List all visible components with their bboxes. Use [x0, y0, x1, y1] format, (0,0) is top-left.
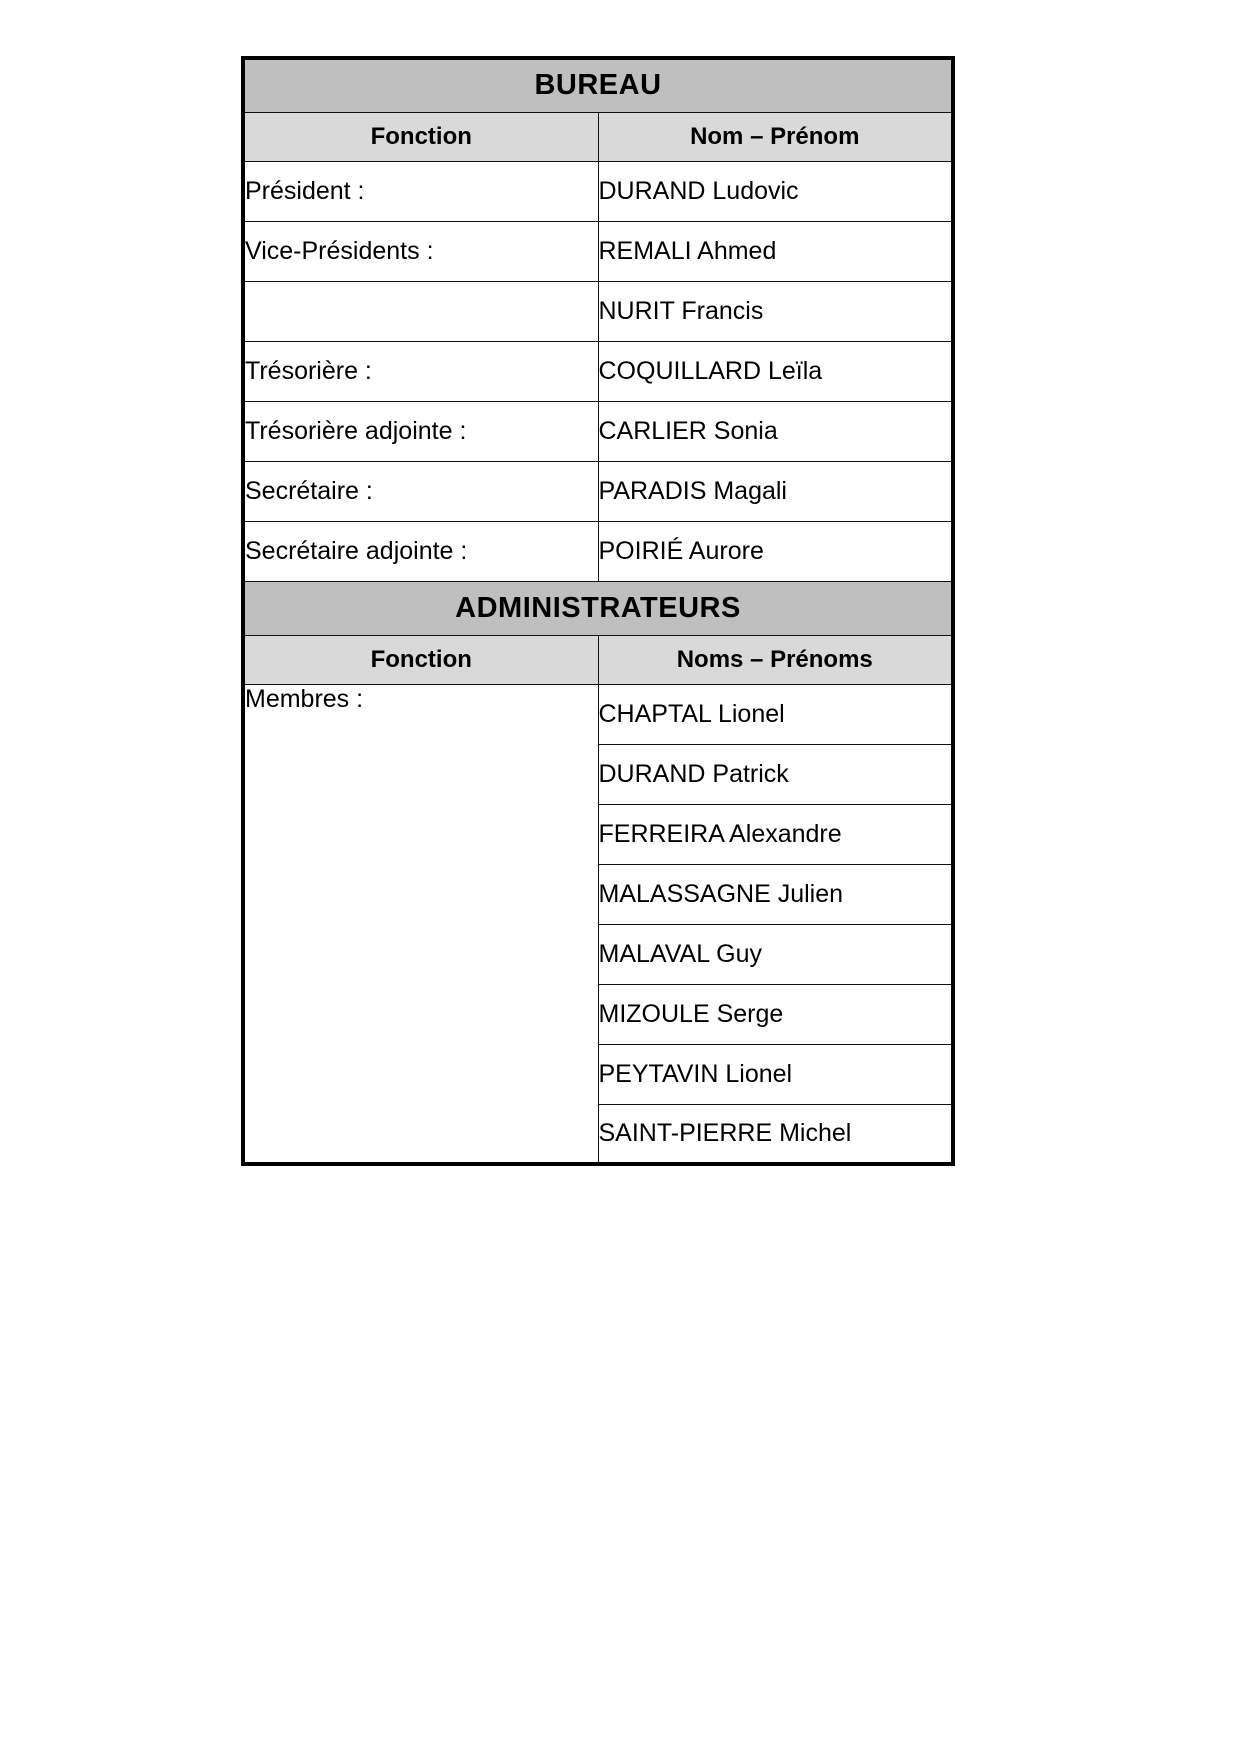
nom-cell: CARLIER Sonia: [598, 401, 953, 461]
member-name-cell: SAINT-PIERRE Michel: [598, 1104, 953, 1164]
fonction-cell: Trésorière :: [243, 341, 598, 401]
bureau-column-header-nom: Nom – Prénom: [598, 112, 953, 161]
table-row: [243, 461, 953, 521]
member-name-cell: MALASSAGNE Julien: [598, 864, 953, 924]
fonction-cell: Trésorière adjointe :: [243, 401, 598, 461]
member-name-cell: MIZOULE Serge: [598, 984, 953, 1044]
table-row: [243, 161, 953, 221]
bureau-section-header-row: [243, 58, 953, 112]
fonction-cell: [243, 281, 598, 341]
table-row: [243, 521, 953, 581]
fonction-cell: Secrétaire :: [243, 461, 598, 521]
table-row: [243, 221, 953, 281]
member-name-cell: DURAND Patrick: [598, 744, 953, 804]
administrateurs-column-header-nom: Noms – Prénoms: [598, 635, 953, 684]
nom-cell: DURAND Ludovic: [598, 161, 953, 221]
table-row: [243, 281, 953, 341]
nom-cell: COQUILLARD Leïla: [598, 341, 953, 401]
member-name-cell: PEYTAVIN Lionel: [598, 1044, 953, 1104]
bureau-column-header-fonction: Fonction: [243, 112, 598, 161]
member-name-cell: MALAVAL Guy: [598, 924, 953, 984]
nom-cell: PARADIS Magali: [598, 461, 953, 521]
table-row: [243, 341, 953, 401]
nom-cell: NURIT Francis: [598, 281, 953, 341]
fonction-cell: Président :: [243, 161, 598, 221]
member-name-cell: FERREIRA Alexandre: [598, 804, 953, 864]
fonction-cell: Vice-Présidents :: [243, 221, 598, 281]
table-row: [243, 401, 953, 461]
nom-cell: POIRIÉ Aurore: [598, 521, 953, 581]
administrateurs-section-header-row: [243, 581, 953, 635]
board-table: [241, 56, 955, 1166]
administrateurs-section-title: ADMINISTRATEURS: [243, 581, 953, 635]
administrateurs-column-header-fonction: Fonction: [243, 635, 598, 684]
administrateurs-column-header-row: [243, 635, 953, 684]
members-label-cell: Membres :: [243, 684, 598, 1164]
fonction-cell: Secrétaire adjointe :: [243, 521, 598, 581]
nom-cell: REMALI Ahmed: [598, 221, 953, 281]
bureau-column-header-row: [243, 112, 953, 161]
member-name-cell: CHAPTAL Lionel: [598, 684, 953, 744]
table-row: [243, 684, 953, 744]
bureau-section-title: BUREAU: [243, 58, 953, 112]
